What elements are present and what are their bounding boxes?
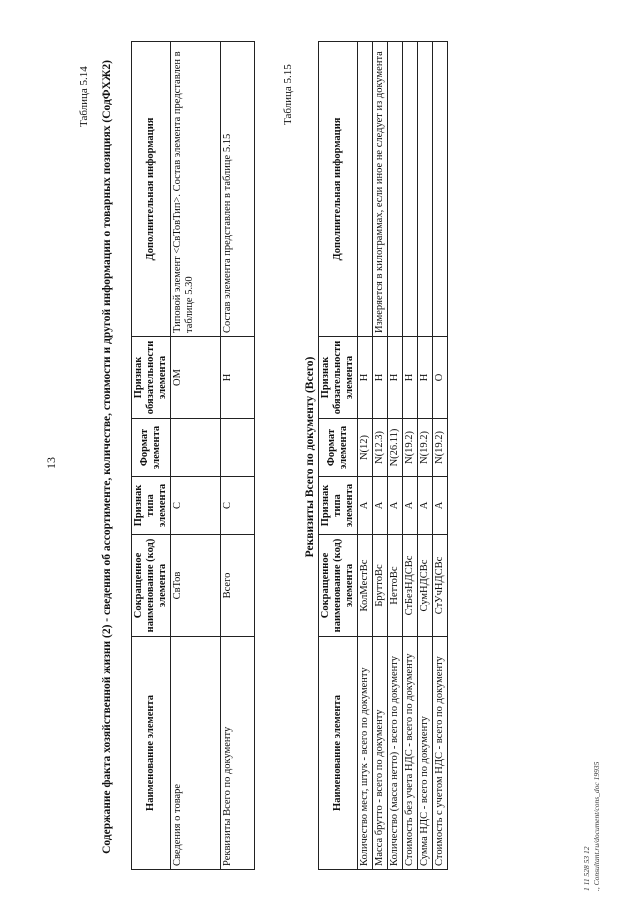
table2-header-info: Дополнительная информация: [319, 42, 358, 337]
table-row: [433, 42, 448, 870]
table2-cell: N(12): [358, 419, 373, 477]
table2-cell: Н: [418, 337, 433, 419]
table2-cell: N(12.3): [373, 419, 388, 477]
table1-header-format: Формат элемента: [132, 419, 171, 477]
table2-cell: НеттоВс: [388, 535, 403, 637]
table1: [131, 41, 255, 870]
table2: [318, 41, 448, 870]
table2-cell: Н: [358, 337, 373, 419]
table1-cell: Н: [221, 337, 255, 419]
table1-caption: Таблица 5.14: [78, 66, 90, 127]
table-row: [388, 42, 403, 870]
table1-cell: С: [221, 477, 255, 535]
table2-cell: Количество мест, штук - всего по документу: [358, 637, 373, 870]
table2-cell: [418, 42, 433, 337]
table2-cell: Стоимость без учета НДС - всего по документу: [403, 637, 418, 870]
table2-cell: Количество (масса нетто) - всего по документу: [388, 637, 403, 870]
table1-cell: Сведения о товаре: [171, 637, 221, 870]
table2-cell: А: [433, 477, 448, 535]
table-row: [373, 42, 388, 870]
table2-cell: СтБезНДСВс: [403, 535, 418, 637]
table1-cell: Всего: [221, 535, 255, 637]
table2-cell: А: [358, 477, 373, 535]
table1-cell: Реквизиты Всего по документу: [221, 637, 255, 870]
table1-cell: Состав элемента представлен в таблице 5.15: [221, 42, 255, 337]
table2-cell: [433, 42, 448, 337]
table2-cell: Масса брутто - всего по документу: [373, 637, 388, 870]
table1-cell: ОМ: [171, 337, 221, 419]
table2-cell: Н: [388, 337, 403, 419]
table1-cell: [221, 419, 255, 477]
table2-cell: СумНДСВс: [418, 535, 433, 637]
table2-cell: А: [403, 477, 418, 535]
table2-cell: О: [433, 337, 448, 419]
table-row: [418, 42, 433, 870]
table1-title: Содержание факта хозяйственной жизни (2) - сведения об ассортименте, количестве, стоимости и другой информации о товарных позициях (СодФХЖ2): [101, 60, 113, 854]
table2-title: Реквизиты Всего по документу (Всего): [304, 356, 316, 558]
table2-cell: Н: [403, 337, 418, 419]
table2-cell: БруттоВс: [373, 535, 388, 637]
table2-cell: [388, 42, 403, 337]
table1-header-name: Наименование элемента: [132, 637, 171, 870]
table2-cell: N(19.2): [433, 419, 448, 477]
table1-header-required: Признак обязательности элемента: [132, 337, 171, 419]
table-row: [221, 42, 255, 870]
table2-cell: Измеряется в килограммах, если иное не следует из документа: [373, 42, 388, 337]
table2-cell: N(26.11): [388, 419, 403, 477]
table-row: [403, 42, 418, 870]
table2-header-format: Формат элемента: [319, 419, 358, 477]
table1-header-row: [132, 42, 171, 870]
table2-header-name: Наименование элемента: [319, 637, 358, 870]
table1-header-type: Признак типа элемента: [132, 477, 171, 535]
footer-line-2: ., Consultant.ru/document/cons_doc 19935: [592, 761, 601, 891]
table2-cell: [358, 42, 373, 337]
table2-cell: N(19.2): [403, 419, 418, 477]
table1-header-info: Дополнительная информация: [132, 42, 171, 337]
table1-cell: С: [171, 477, 221, 535]
table2-cell: А: [373, 477, 388, 535]
table2-cell: КолМестВс: [358, 535, 373, 637]
table1-cell: СвТов: [171, 535, 221, 637]
table2-cell: Сумма НДС - всего по документу: [418, 637, 433, 870]
table2-header-type: Признак типа элемента: [319, 477, 358, 535]
table1-cell: Типовой элемент <СвТовТип>. Состав элемента представлен в таблице 5.30: [171, 42, 221, 337]
table2-header-required: Признак обязательности элемента: [319, 337, 358, 419]
table-row: [171, 42, 221, 870]
page-number: 13: [44, 457, 58, 469]
table2-cell: Стоимость с учетом НДС - всего по документу: [433, 637, 448, 870]
table1-header-code: Сокращенное наименование (код) элемента: [132, 535, 171, 637]
table2-cell: А: [418, 477, 433, 535]
footer-line-1: 1 11 528 53 12: [582, 846, 591, 891]
table2-cell: N(19.2): [418, 419, 433, 477]
table2-header-code: Сокращенное наименование (код) элемента: [319, 535, 358, 637]
table-row: [358, 42, 373, 870]
table1-cell: [171, 419, 221, 477]
table2-cell: СтУчНДСВс: [433, 535, 448, 637]
table2-header-row: [319, 42, 358, 870]
table2-caption: Таблица 5.15: [282, 64, 294, 125]
table2-cell: [403, 42, 418, 337]
table2-cell: А: [388, 477, 403, 535]
table2-cell: Н: [373, 337, 388, 419]
